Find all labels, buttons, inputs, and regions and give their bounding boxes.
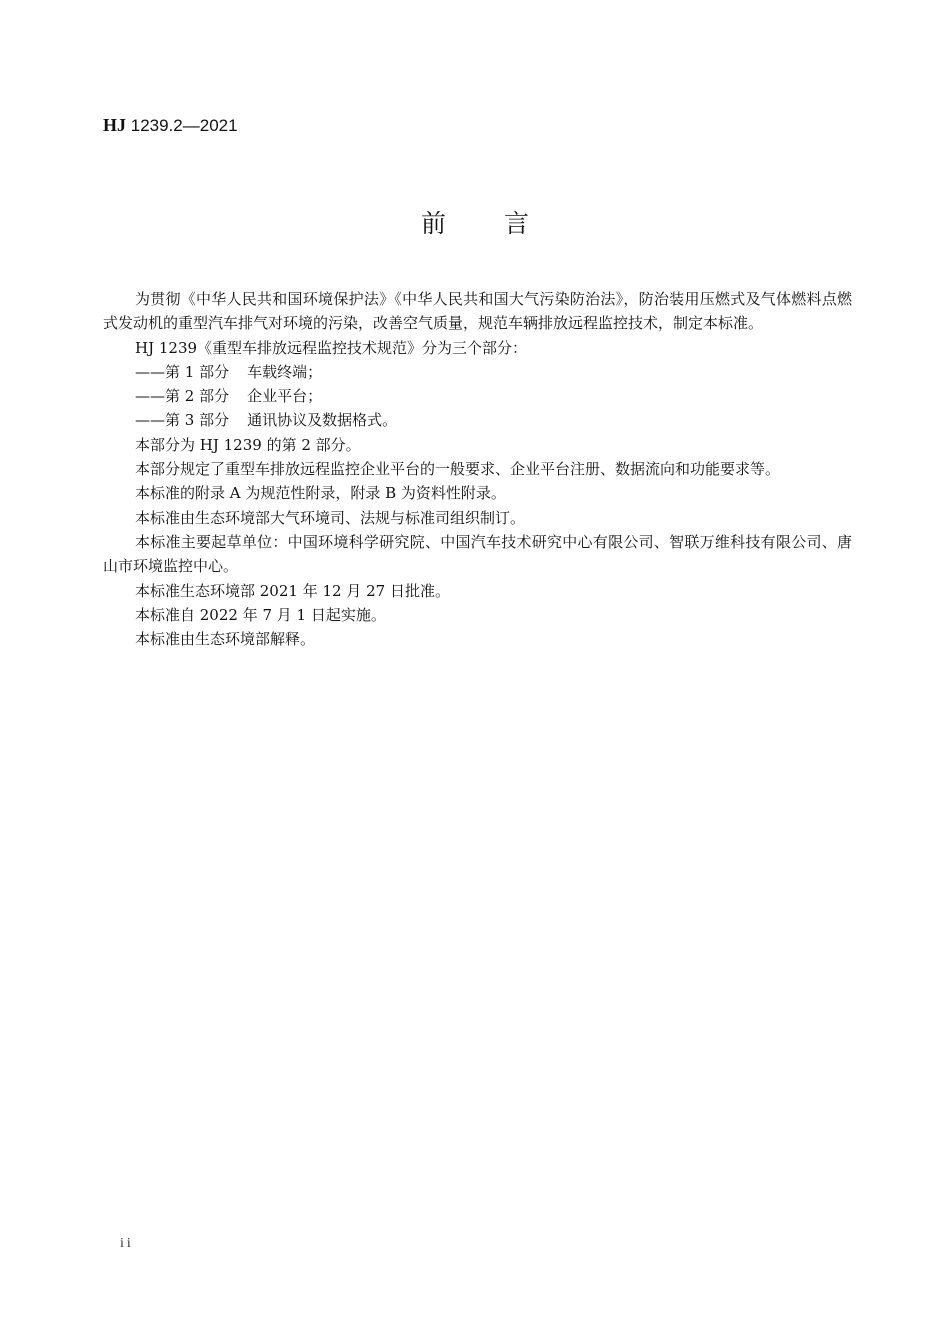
paragraph-this-part: 本部分为 HJ 1239 的第 2 部分。: [135, 435, 361, 454]
page-title: 前言: [420, 209, 587, 238]
paragraph-effective-date: 本标准自 2022 年 7 月 1 日起实施。: [135, 605, 386, 624]
paragraph-parts-intro: HJ 1239《重型车排放远程监控技术规范》分为三个部分：: [135, 338, 528, 357]
standard-code-prefix: HJ: [103, 115, 127, 135]
paragraph-scope: 本部分规定了重型车排放远程监控企业平台的一般要求、企业平台注册、数据流向和功能要求等。: [135, 460, 781, 479]
part-name: 企业平台；: [247, 387, 323, 406]
part-list-item: [103, 408, 852, 432]
part-prefix: ——第 1 部分: [135, 362, 230, 381]
paragraph-interpretation: 本标准由生态环境部解释。: [135, 630, 316, 649]
foreword-body: [103, 287, 852, 651]
paragraph-drafters: 本标准主要起草单位：中国环境科学研究院、中国汽车技术研究中心有限公司、智联万维科技有限公司、唐山市环境监控中心。: [103, 532, 852, 576]
paragraph-annexes: 本标准的附录 A 为规范性附录，附录 B 为资料性附录。: [135, 484, 506, 503]
page-number: ii: [120, 1236, 134, 1251]
part-list-item: [103, 384, 852, 408]
part-prefix: ——第 3 部分: [135, 411, 230, 430]
standard-code-number: 1239.2—2021: [126, 116, 238, 135]
part-name: 通讯协议及数据格式。: [247, 411, 398, 430]
part-name: 车载终端；: [247, 362, 323, 381]
paragraph-approval: 本标准生态环境部 2021 年 12 月 27 日批准。: [135, 581, 450, 600]
part-list-item: [103, 360, 852, 384]
part-prefix: ——第 2 部分: [135, 387, 230, 406]
paragraph-purpose: 为贯彻《中华人民共和国环境保护法》《中华人民共和国大气污染防治法》，防治装用压燃式及气体燃料点燃式发动机的重型汽车排气对环境的污染，改善空气质量，规范车辆排放远程监控技术，制定本标准。: [103, 290, 852, 333]
paragraph-organizer: 本标准由生态环境部大气环境司、法规与标准司组织制订。: [135, 508, 526, 527]
standard-code: [103, 115, 238, 136]
